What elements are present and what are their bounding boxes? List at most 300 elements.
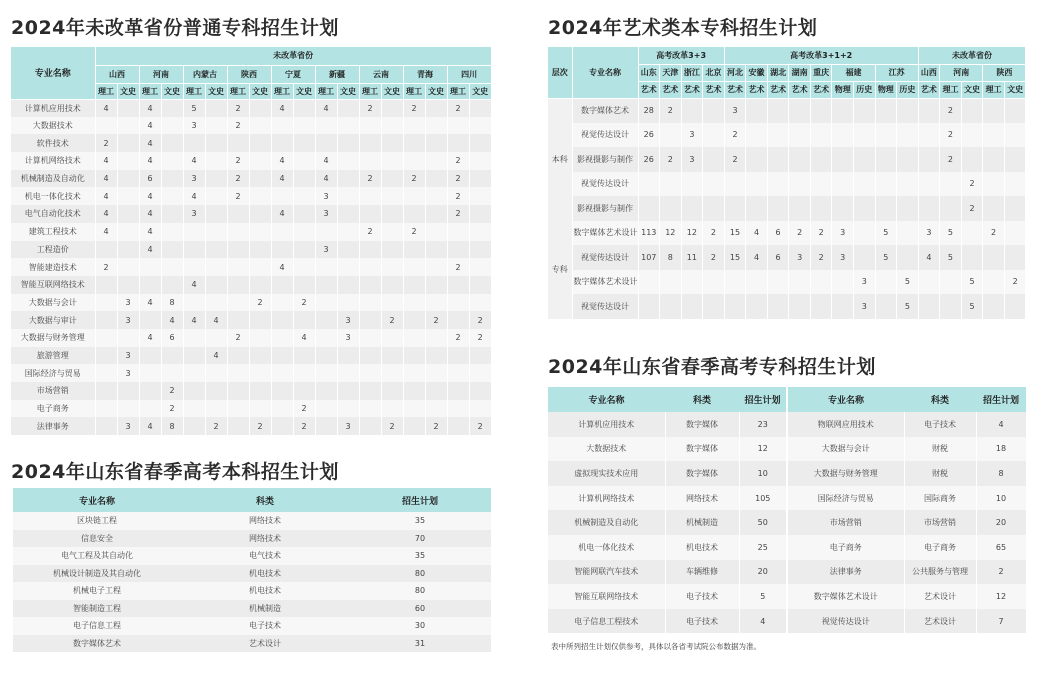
major-name: 视觉传达设计 [572,294,638,319]
plan-value [249,382,271,400]
major-name: 市场营销 [787,510,904,535]
table-row [13,600,491,618]
plan-value [767,294,789,319]
table-row [548,221,1026,246]
table-row [548,98,1026,123]
t2-header-plan: 招生计划 [349,488,491,512]
plan-value: 4 [139,241,161,259]
plan-value [983,172,1005,197]
category: 公共服务与管理 [904,560,976,585]
major-name: 电气自动化技术 [11,205,95,223]
plan-value [810,147,832,172]
plan-value: 5 [183,99,205,117]
plan-value: 2 [359,170,381,188]
plan-value [469,382,491,400]
plan-value: 2 [469,417,491,435]
plan-value: 4 [139,329,161,347]
plan-value [918,294,940,319]
plan-value [703,98,725,123]
plan-value: 4 [139,205,161,223]
plan-value [1004,98,1026,123]
plan-value [810,98,832,123]
plan-value [183,417,205,435]
plan-value [117,134,139,152]
plan-value [161,347,183,365]
plan-value [724,294,746,319]
plan-value: 2 [1004,270,1026,295]
plan-value: 5 [961,294,983,319]
plan-value [359,187,381,205]
plan-value: 3 [832,221,854,246]
plan-value [403,152,425,170]
plan-value [789,270,811,295]
category: 国际商务 [904,486,976,511]
t3-province-header: 湖南 [789,64,811,81]
category: 数字媒体 [665,412,739,437]
plan-value [724,270,746,295]
plan-value [469,223,491,241]
plan-value: 2 [425,311,447,329]
plan-value [961,147,983,172]
plan-value [854,98,876,123]
plan-value [469,258,491,276]
plan-value [381,329,403,347]
major-name: 机电一体化技术 [548,535,665,560]
plan-value [117,223,139,241]
plan-value [983,270,1005,295]
plan-value: 2 [381,417,403,435]
major-name: 智能互联网络技术 [548,584,665,609]
major-name: 影视摄影与制作 [572,147,638,172]
major-name: 机械电子工程 [13,582,181,600]
plan-value: 2 [940,147,962,172]
plan-value: 2 [660,98,682,123]
plan-value [875,294,897,319]
plan-value [425,276,447,294]
t1-province-header: 山西 [95,65,139,83]
table-row [11,382,491,400]
plan-value [293,205,315,223]
plan-value [469,187,491,205]
plan-value [789,294,811,319]
plan-value: 2 [447,170,469,188]
plan-value [381,347,403,365]
plan-value [249,170,271,188]
plan-value [983,245,1005,270]
category: 机电技术 [181,582,349,600]
major-name: 电子商务 [11,400,95,418]
plan-value [271,364,293,382]
category: 机电技术 [181,565,349,583]
t3-province-header: 天津 [660,64,682,81]
plan-value: 113 [638,221,660,246]
plan-value [469,170,491,188]
plan-value [681,270,703,295]
plan-value [746,147,768,172]
plan-value [117,276,139,294]
table-row [13,512,491,530]
plan-value [271,276,293,294]
t3-province-header: 浙江 [681,64,703,81]
plan-value [381,152,403,170]
t3-subject-header: 物理 [875,81,897,98]
plan-value [205,364,227,382]
plan-value: 5 [897,270,919,295]
plan-value [315,258,337,276]
plan-value [897,98,919,123]
major-name: 数字媒体艺术 [572,98,638,123]
plan-value: 4 [746,221,768,246]
plan-value: 2 [293,417,315,435]
plan-value [337,205,359,223]
plan-value [403,400,425,418]
plan-value [183,241,205,259]
plan-value: 2 [976,560,1026,585]
plan-value [425,223,447,241]
plan-value [337,294,359,312]
plan-value [854,196,876,221]
plan-value [403,258,425,276]
plan-value [425,205,447,223]
plan-value [425,329,447,347]
plan-value [117,205,139,223]
plan-value: 4 [315,152,337,170]
plan-value: 2 [961,172,983,197]
plan-value [469,276,491,294]
plan-value: 5 [875,245,897,270]
plan-value [767,123,789,148]
t4-header-category-right: 科类 [904,387,976,412]
plan-value: 4 [183,276,205,294]
plan-value [918,270,940,295]
major-name: 计算机网络技术 [11,152,95,170]
plan-value [789,123,811,148]
t1-subject-header: 文史 [117,83,139,99]
plan-value [469,117,491,135]
plan-value [359,294,381,312]
major-name: 软件技术 [11,134,95,152]
major-name: 机械制造及自动化 [548,510,665,535]
plan-value [875,147,897,172]
plan-value: 2 [447,329,469,347]
plan-value [381,241,403,259]
t1-subject-header: 文史 [205,83,227,99]
plan-value [315,294,337,312]
major-name: 虚拟现实技术应用 [548,461,665,486]
plan-value: 35 [349,512,491,530]
t3-subject-header: 艺术 [724,81,746,98]
plan-value [681,172,703,197]
plan-value [161,223,183,241]
t1-province-header: 云南 [359,65,403,83]
plan-value [315,117,337,135]
plan-value [271,311,293,329]
plan-value [227,400,249,418]
plan-value [183,294,205,312]
plan-value [337,170,359,188]
plan-value [271,400,293,418]
plan-value [469,99,491,117]
plan-value [789,147,811,172]
major-name: 国际经济与贸易 [11,364,95,382]
plan-value [469,364,491,382]
plan-value: 4 [271,152,293,170]
t3-province-header: 重庆 [810,64,832,81]
plan-value: 12 [660,221,682,246]
plan-value: 2 [447,258,469,276]
t1-province-header: 陕西 [227,65,271,83]
plan-value [703,123,725,148]
t1-subject-header: 文史 [293,83,315,99]
plan-value [315,311,337,329]
plan-value [1004,147,1026,172]
plan-value [875,196,897,221]
plan-value: 4 [271,258,293,276]
plan-value [359,152,381,170]
plan-value: 2 [403,99,425,117]
plan-value [117,187,139,205]
plan-value: 3 [117,364,139,382]
plan-value [381,382,403,400]
plan-value [875,270,897,295]
t3-province-header: 湖北 [767,64,789,81]
plan-value: 4 [739,609,787,634]
plan-value [161,117,183,135]
plan-value: 18 [976,437,1026,462]
plan-value [660,294,682,319]
plan-value [161,258,183,276]
plan-value [469,294,491,312]
plan-value [875,123,897,148]
plan-value [293,170,315,188]
major-name: 信息安全 [13,530,181,548]
plan-value [249,400,271,418]
plan-value: 50 [739,510,787,535]
plan-value [337,134,359,152]
plan-value [293,241,315,259]
plan-value: 10 [739,461,787,486]
plan-value [425,258,447,276]
plan-value [703,294,725,319]
plan-value: 4 [205,311,227,329]
plan-value [117,170,139,188]
plan-value: 2 [810,245,832,270]
plan-value [249,187,271,205]
plan-value: 7 [976,609,1026,634]
plan-value [293,99,315,117]
plan-value [810,270,832,295]
plan-value [810,294,832,319]
table-row [11,134,491,152]
plan-value [271,134,293,152]
t3-subject-header: 艺术 [703,81,725,98]
plan-value [227,276,249,294]
t4-header-major-right: 专业名称 [787,387,904,412]
plan-value: 4 [293,329,315,347]
plan-value: 4 [95,170,117,188]
plan-value [918,196,940,221]
plan-value: 12 [681,221,703,246]
plan-value [227,364,249,382]
plan-value [337,241,359,259]
table-row [11,258,491,276]
plan-value [227,294,249,312]
plan-value [337,347,359,365]
t1-group-header: 未改革省份 [95,47,491,65]
plan-value [810,123,832,148]
plan-value: 2 [381,311,403,329]
plan-value [205,117,227,135]
major-name: 大数据技术 [11,117,95,135]
major-name: 法律事务 [787,560,904,585]
plan-value: 4 [95,152,117,170]
major-name: 计算机网络技术 [548,486,665,511]
plan-value [425,99,447,117]
plan-value: 4 [746,245,768,270]
plan-value [854,172,876,197]
t1-subject-header: 文史 [469,83,491,99]
category: 艺术设计 [904,609,976,634]
t2-title: 2024年山东省春季高考本科招生计划 [11,461,339,483]
plan-value [660,172,682,197]
plan-value: 28 [638,98,660,123]
plan-value: 4 [315,170,337,188]
plan-value [337,152,359,170]
plan-value [315,364,337,382]
plan-value [293,347,315,365]
plan-value [161,205,183,223]
major-name: 智能互联网络技术 [11,276,95,294]
plan-value: 2 [447,152,469,170]
plan-value [381,187,403,205]
plan-value [205,99,227,117]
plan-value [271,417,293,435]
plan-value: 3 [681,147,703,172]
major-name: 视觉传达设计 [572,245,638,270]
plan-value [271,241,293,259]
plan-value [249,347,271,365]
plan-value: 5 [940,245,962,270]
plan-value [139,382,161,400]
plan-value [447,417,469,435]
plan-value [447,223,469,241]
t1-subject-header: 文史 [249,83,271,99]
plan-value: 4 [95,187,117,205]
plan-value [183,329,205,347]
plan-value [271,223,293,241]
table-row [13,565,491,583]
plan-value: 70 [349,530,491,548]
table-row [11,400,491,418]
plan-value [638,270,660,295]
plan-value [205,400,227,418]
plan-value [660,123,682,148]
plan-value [271,382,293,400]
plan-value [139,276,161,294]
table-row [548,510,1026,535]
plan-value: 2 [95,258,117,276]
table-row [548,560,1026,585]
plan-value: 4 [139,134,161,152]
plan-value: 107 [638,245,660,270]
plan-value [381,294,403,312]
table-row [11,347,491,365]
table-row [548,584,1026,609]
plan-value: 4 [315,99,337,117]
t1-subject-header: 理工 [227,83,249,99]
t3-subject-header: 艺术 [746,81,768,98]
plan-value [983,98,1005,123]
plan-value [337,99,359,117]
plan-value [381,364,403,382]
t3-subject-header: 历史 [897,81,919,98]
t3-subject-header: 文史 [1004,81,1026,98]
level-label: 本科 [548,98,572,221]
plan-value: 2 [703,221,725,246]
table-row [548,437,1026,462]
plan-value [875,172,897,197]
t3-province-header: 北京 [703,64,725,81]
plan-value [161,152,183,170]
category: 机械制造 [181,600,349,618]
t1-subject-header: 文史 [337,83,359,99]
plan-value [205,294,227,312]
major-name: 大数据与审计 [11,311,95,329]
t3-province-header: 江苏 [875,64,918,81]
plan-value [425,170,447,188]
plan-value: 25 [739,535,787,560]
t3-province-header: 河北 [724,64,746,81]
category: 财税 [904,437,976,462]
major-name: 法律事务 [11,417,95,435]
plan-value [183,382,205,400]
spring-specialty-table [548,387,1027,633]
t1-subject-header: 理工 [271,83,293,99]
plan-value [205,170,227,188]
major-name: 计算机应用技术 [11,99,95,117]
plan-value: 31 [349,635,491,653]
plan-value [961,245,983,270]
t3-title: 2024年艺术类本专科招生计划 [548,17,818,39]
plan-value: 65 [976,535,1026,560]
major-name: 大数据技术 [548,437,665,462]
category: 数字媒体 [665,437,739,462]
t2-header-category: 科类 [181,488,349,512]
plan-value [832,196,854,221]
plan-value [897,245,919,270]
plan-value: 4 [139,294,161,312]
major-name: 旅游管理 [11,347,95,365]
major-name: 物联网应用技术 [787,412,904,437]
plan-value [1004,123,1026,148]
plan-value [183,400,205,418]
plan-value: 5 [961,270,983,295]
plan-value: 2 [940,98,962,123]
major-name: 电子信息工程技术 [548,609,665,634]
t3-subject-header: 文史 [961,81,983,98]
plan-value: 10 [976,486,1026,511]
plan-value [183,134,205,152]
plan-value [425,347,447,365]
plan-value [337,117,359,135]
plan-value [983,147,1005,172]
table-row [13,530,491,548]
plan-value [403,294,425,312]
plan-value: 6 [139,170,161,188]
table-row [11,152,491,170]
plan-value: 8 [161,417,183,435]
plan-value: 35 [349,547,491,565]
